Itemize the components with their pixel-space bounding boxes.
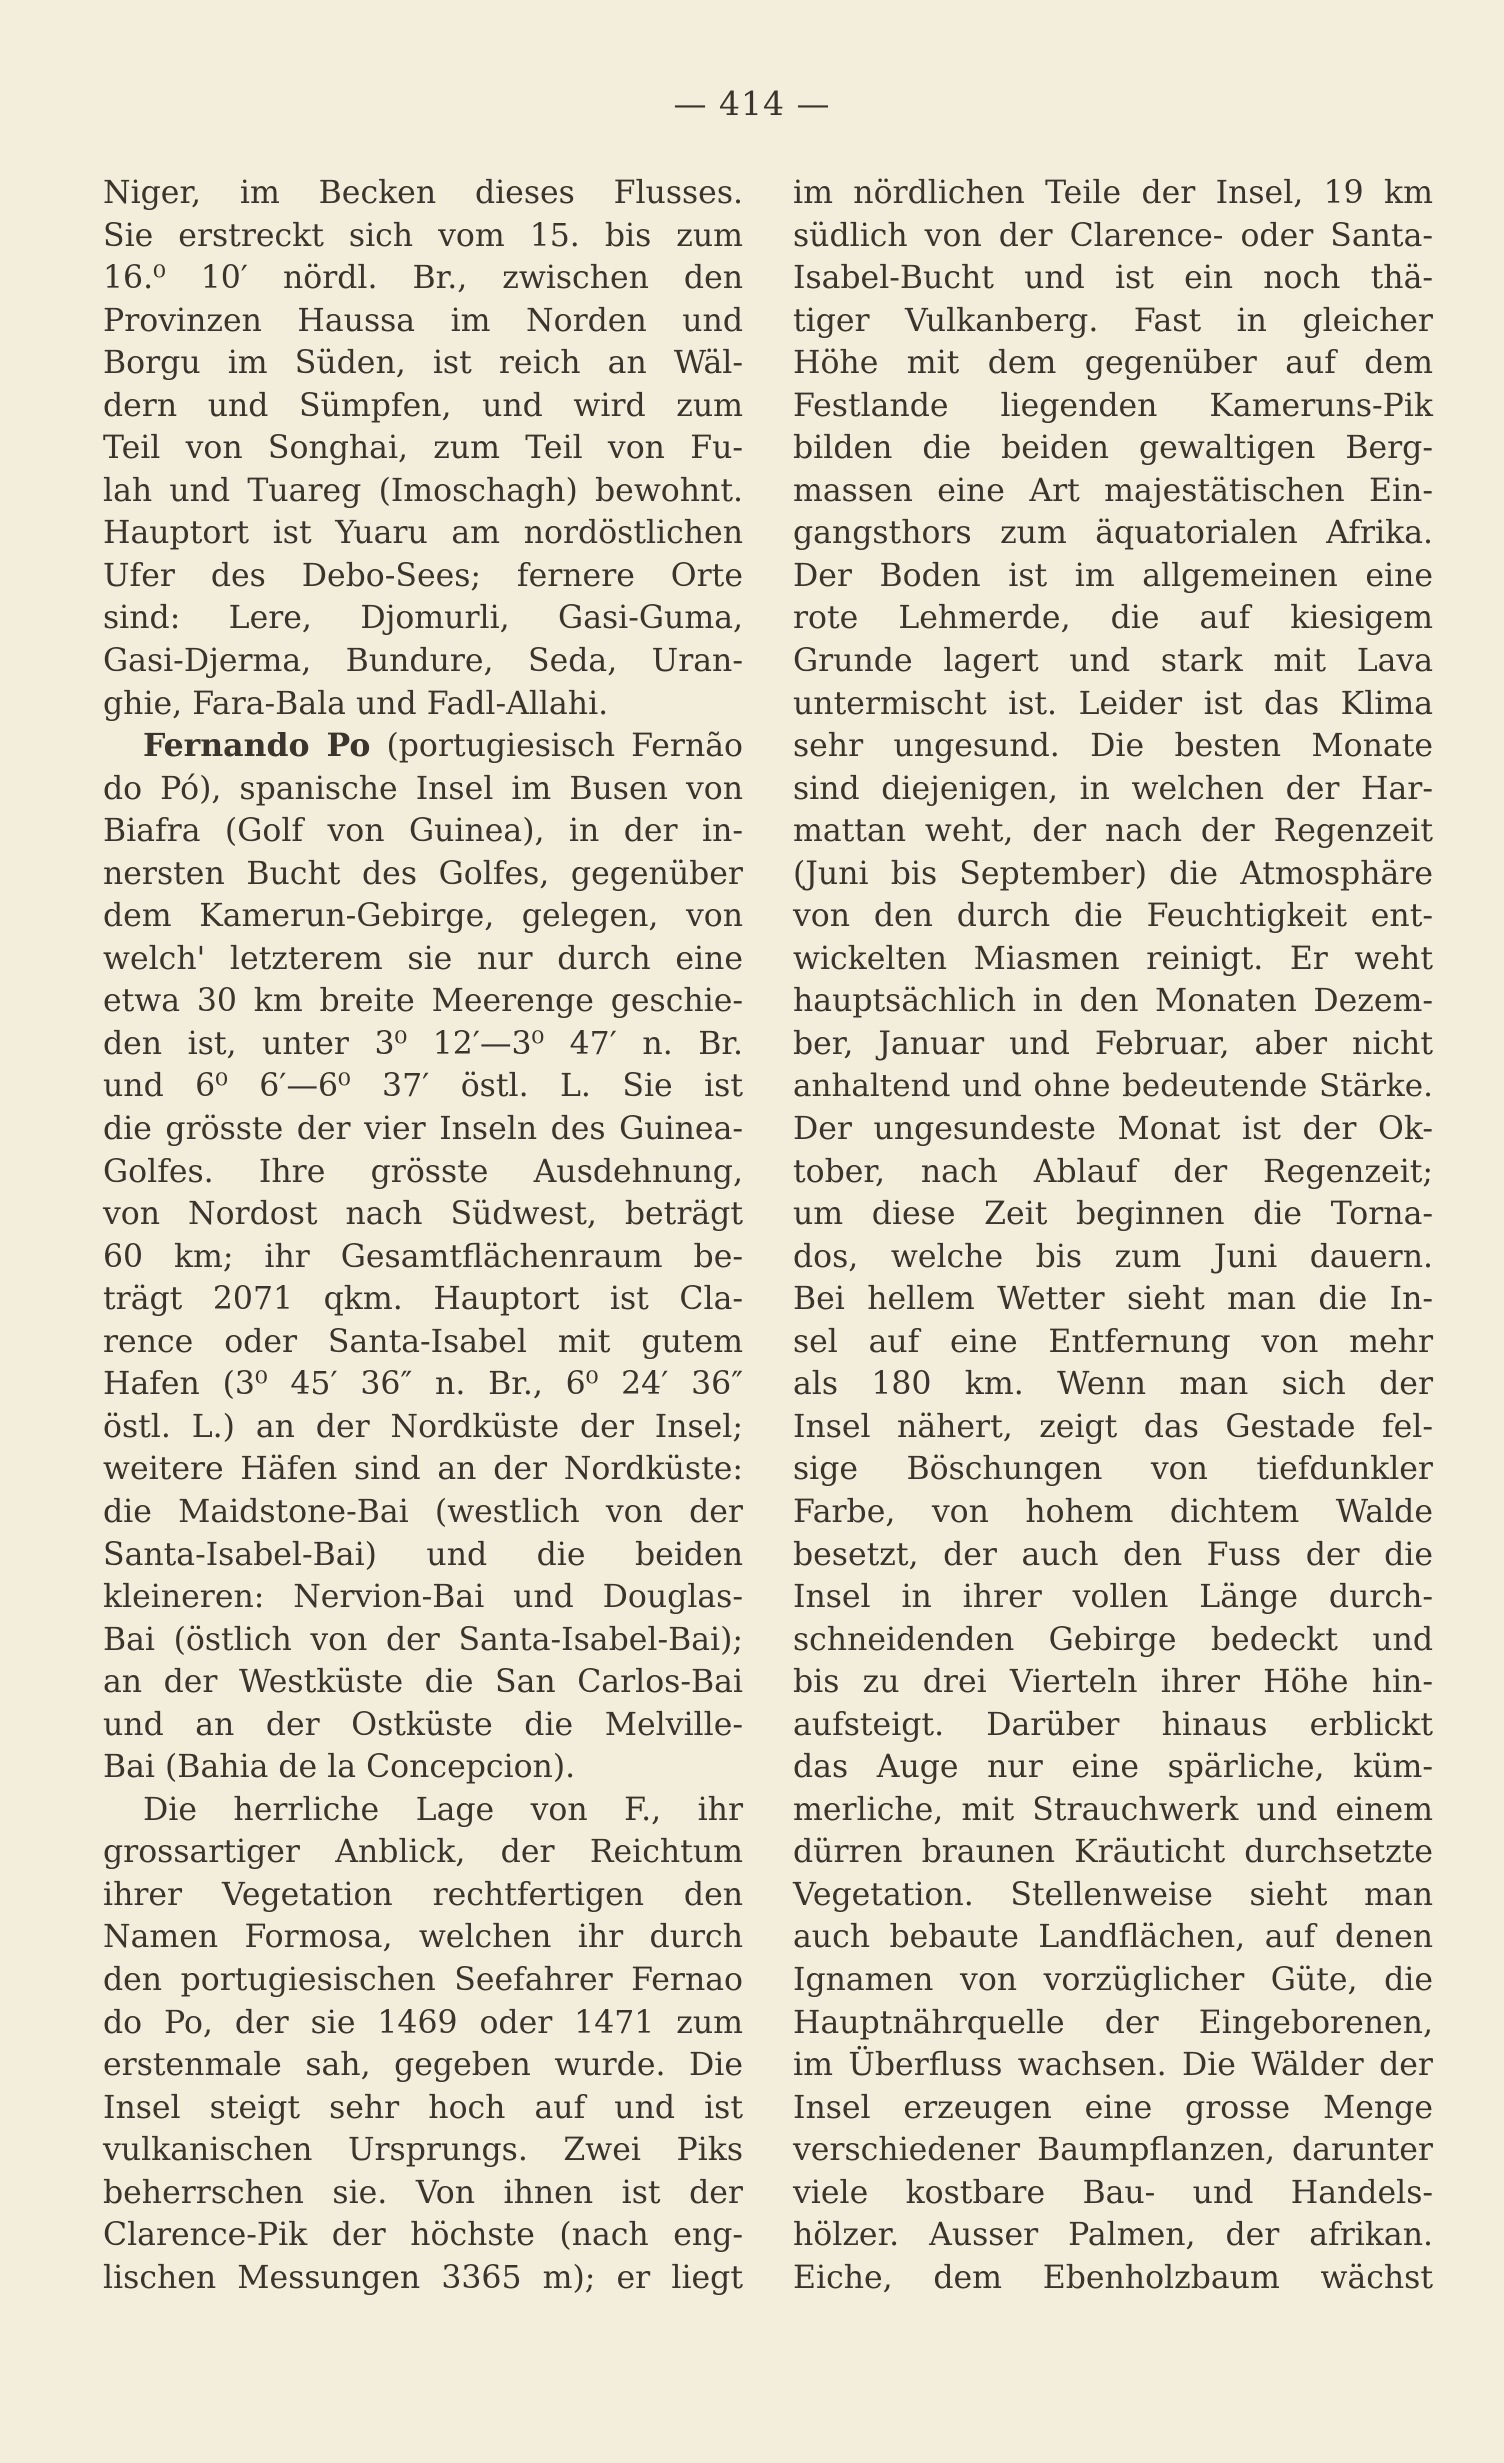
text-line: und an der Ostküste die Melville- <box>103 1706 743 1743</box>
text-line: die Maidstone-Bai (westlich von der <box>103 1493 743 1530</box>
text-line: dem Kamerun-Gebirge, gelegen, von <box>103 898 743 935</box>
text-line: Bei hellem Wetter sieht man die In- <box>793 1281 1433 1318</box>
text-line: Niger, im Becken dieses Flusses. <box>103 175 743 211</box>
text-line: Festlande liegenden Kameruns-Pik <box>793 387 1433 424</box>
text-line: Insel steigt sehr hoch auf und ist <box>103 2089 743 2126</box>
text-line: dürren braunen Kräuticht durchsetzte <box>793 1834 1433 1871</box>
niger-paragraph <box>103 172 743 725</box>
text-line: Höhe mit dem gegenüber auf dem <box>793 345 1433 382</box>
text-line: grossartiger Anblick, der Reichtum <box>103 1834 743 1871</box>
text-line: Insel nähert, zeigt das Gestade fel- <box>793 1408 1433 1445</box>
text-line: beherrschen sie. Von ihnen ist der <box>103 2174 743 2211</box>
text-line: Die herrliche Lage von F., ihr <box>143 1791 743 1828</box>
text-line: bilden die beiden gewaltigen Berg- <box>793 430 1433 467</box>
text-line: erstenmale sah, gegeben wurde. Die <box>103 2047 743 2084</box>
text-line: (Juni bis September) die Atmosphäre <box>793 855 1433 892</box>
entry-headword: Fernando Po <box>143 727 371 765</box>
text-line: und 6⁰ 6′—6⁰ 37′ östl. L. Sie ist <box>103 1068 743 1105</box>
text-line: Der ungesundeste Monat ist der Ok- <box>793 1111 1433 1148</box>
text-line: südlich von der Clarence- oder Santa- <box>793 217 1433 254</box>
text-line: trägt 2071 qkm. Hauptort ist Cla- <box>103 1281 743 1318</box>
description-paragraph <box>103 1789 743 2300</box>
text-line: Der Boden ist im allgemeinen eine <box>793 557 1433 594</box>
text-line: von den durch die Feuchtigkeit ent- <box>793 898 1433 935</box>
page-number: — 414 — <box>673 84 831 123</box>
text-line: Hauptort ist Yuaru am nordöstlichen <box>103 515 743 552</box>
text-line: 16.⁰ 10′ nördl. Br., zwischen den <box>103 260 743 297</box>
text-line: wickelten Miasmen reinigt. Er weht <box>793 940 1433 977</box>
text-line: aufsteigt. Darüber hinaus erblickt <box>793 1706 1433 1743</box>
text-line: untermischt ist. Leider ist das Klima <box>793 685 1433 722</box>
entry-first-line-text: (portugiesisch Fernão <box>370 728 743 765</box>
text-line: um diese Zeit beginnen die Torna- <box>793 1196 1433 1233</box>
text-line: hauptsächlich in den Monaten Dezem- <box>793 983 1433 1020</box>
text-line: dos, welche bis zum Juni dauern. <box>793 1238 1433 1275</box>
text-line: Farbe, von hohem dichtem Walde <box>793 1493 1433 1530</box>
text-line: rence oder Santa-Isabel mit gutem <box>103 1323 743 1360</box>
text-line: schneidenden Gebirge bedeckt und <box>793 1621 1433 1658</box>
text-line: tiger Vulkanberg. Fast in gleicher <box>793 302 1433 339</box>
text-line: sehr ungesund. Die besten Monate <box>793 728 1433 765</box>
text-line: do Pó), spanische Insel im Busen von <box>103 770 743 807</box>
text-line: die grösste der vier Inseln des Guinea- <box>103 1111 743 1148</box>
text-line: nersten Bucht des Golfes, gegenüber <box>103 855 743 892</box>
text-line: welch' letzterem sie nur durch eine <box>103 940 743 977</box>
text-line: lischen Messungen 3365 m); er liegt <box>103 2259 743 2296</box>
entry-first-line <box>103 725 743 768</box>
right-column <box>793 172 1433 2299</box>
text-line: anhaltend und ohne bedeutende Stärke. <box>793 1068 1433 1105</box>
left-column <box>103 172 743 2299</box>
text-line: als 180 km. Wenn man sich der <box>793 1366 1433 1403</box>
text-line: Vegetation. Stellenweise sieht man <box>793 1876 1433 1913</box>
text-line: besetzt, der auch den Fuss der die <box>793 1536 1433 1573</box>
text-line: bis zu drei Vierteln ihrer Höhe hin- <box>793 1664 1433 1701</box>
text-line: an der Westküste die San Carlos-Bai <box>103 1664 743 1701</box>
text-line: viele kostbare Bau- und Handels- <box>793 2174 1433 2211</box>
text-line: sel auf eine Entfernung von mehr <box>793 1323 1433 1360</box>
text-line: Santa-Isabel-Bai) und die beiden <box>103 1536 743 1573</box>
text-line: Isabel-Bucht und ist ein noch thä- <box>793 260 1433 297</box>
text-line: sind: Lere, Djomurli, Gasi-Guma, <box>103 600 743 637</box>
text-line: im nördlichen Teile der Insel, 19 km <box>793 175 1433 211</box>
text-line: Teil von Songhai, zum Teil von Fu- <box>103 430 743 467</box>
text-line: Biafra (Golf von Guinea), in der in- <box>103 813 743 850</box>
text-line: ghie, Fara-Bala und Fadl-Allahi. <box>103 685 609 722</box>
text-line: Borgu im Süden, ist reich an Wäl- <box>103 345 743 382</box>
text-line: vulkanischen Ursprungs. Zwei Piks <box>103 2132 743 2169</box>
text-line: gangsthors zum äquatorialen Afrika. <box>793 515 1433 552</box>
text-line: lah und Tuareg (Imoschagh) bewohnt. <box>103 472 743 509</box>
text-line: Hafen (3⁰ 45′ 36″ n. Br., 6⁰ 24′ 36″ <box>103 1366 743 1403</box>
text-line: Ufer des Debo-Sees; fernere Orte <box>103 557 743 594</box>
text-line: sige Böschungen von tiefdunkler <box>793 1451 1433 1488</box>
text-line: den portugiesischen Seefahrer Fernao <box>103 1961 743 1998</box>
text-line: Bai (östlich von der Santa-Isabel-Bai); <box>103 1621 743 1658</box>
text-line: von Nordost nach Südwest, beträgt <box>103 1196 743 1233</box>
text-line: ihrer Vegetation rechtfertigen den <box>103 1876 743 1913</box>
text-line: do Po, der sie 1469 oder 1471 zum <box>103 2004 743 2041</box>
text-line: das Auge nur eine spärliche, küm- <box>793 1749 1433 1786</box>
text-line: ber, Januar und Februar, aber nicht <box>793 1025 1433 1062</box>
text-line: 60 km; ihr Gesamtflächenraum be- <box>103 1238 743 1275</box>
text-line: Sie erstreckt sich vom 15. bis zum <box>103 217 743 254</box>
text-line: weitere Häfen sind an der Nordküste: <box>103 1451 743 1488</box>
text-line: den ist, unter 3⁰ 12′—3⁰ 47′ n. Br. <box>103 1025 743 1062</box>
text-line: Ignamen von vorzüglicher Güte, die <box>793 1961 1433 1998</box>
text-line: Hauptnährquelle der Eingeborenen, <box>793 2004 1433 2041</box>
text-line: Bai (Bahia de la Concepcion). <box>103 1749 576 1786</box>
text-line: mattan weht, der nach der Regenzeit <box>793 813 1433 850</box>
text-line: tober, nach Ablauf der Regenzeit; <box>793 1153 1433 1190</box>
text-line: massen eine Art majestätischen Ein- <box>793 472 1433 509</box>
text-line: sind diejenigen, in welchen der Har- <box>793 770 1433 807</box>
text-line: Gasi-Djerma, Bundure, Seda, Uran- <box>103 643 743 680</box>
text-line: Namen Formosa, welchen ihr durch <box>103 1919 743 1956</box>
text-line: Golfes. Ihre grösste Ausdehnung, <box>103 1153 743 1190</box>
fernando-po-entry <box>103 725 743 1789</box>
text-line: dern und Sümpfen, und wird zum <box>103 387 743 424</box>
text-line: Eiche, dem Ebenholzbaum wächst <box>793 2259 1433 2296</box>
text-line: Grunde lagert und stark mit Lava <box>793 643 1433 680</box>
text-line: Insel erzeugen eine grosse Menge <box>793 2089 1433 2126</box>
text-line: rote Lehmerde, die auf kiesigem <box>793 600 1433 637</box>
text-line: östl. L.) an der Nordküste der Insel; <box>103 1408 743 1445</box>
text-line: auch bebaute Landflächen, auf denen <box>793 1919 1433 1956</box>
text-line: hölzer. Ausser Palmen, der afrikan. <box>793 2217 1433 2254</box>
text-line: merliche, mit Strauchwerk und einem <box>793 1791 1433 1828</box>
text-line: etwa 30 km breite Meerenge geschie- <box>103 983 743 1020</box>
text-line: Provinzen Haussa im Norden und <box>103 302 743 339</box>
text-line: Insel in ihrer vollen Länge durch- <box>793 1579 1433 1616</box>
text-line: im Überfluss wachsen. Die Wälder der <box>793 2047 1433 2084</box>
text-line: Clarence-Pik der höchste (nach eng- <box>103 2217 743 2254</box>
text-line: verschiedener Baumpflanzen, darunter <box>793 2132 1433 2169</box>
text-line: kleineren: Nervion-Bai und Douglas- <box>103 1579 743 1616</box>
